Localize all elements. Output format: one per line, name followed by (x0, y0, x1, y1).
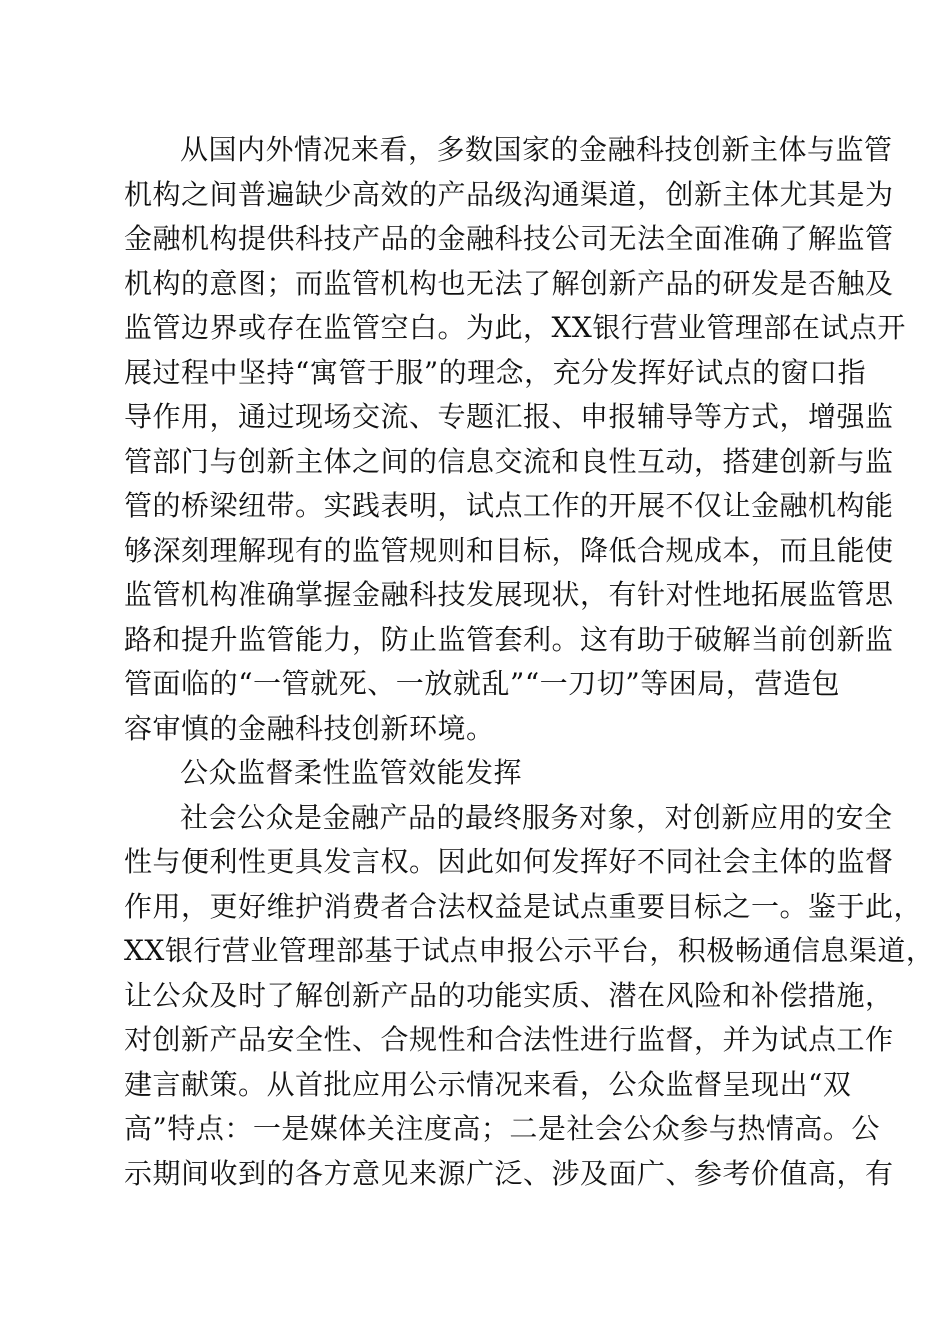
paragraph-1 (124, 128, 906, 751)
text-line: 管部门与创新主体之间的信息交流和良性互动，搭建创新与监 (124, 444, 894, 478)
text-line: 作用，更好维护消费者合法权益是试点重要目标之一。鉴于此， (124, 889, 923, 923)
text-line: 让公众及时了解创新产品的功能实质、潜在风险和补偿措施， (124, 978, 894, 1012)
section-heading (124, 751, 840, 796)
text-line: 监管机构准确掌握金融科技发展现状，有针对性地拓展监管思 (124, 578, 894, 611)
text-line: 高”特点：一是媒体关注度高；二是社会公众参与热情高。公 (124, 1112, 880, 1145)
text-line: 社会公众是金融产品的最终服务对象，对创新应用的安全 (180, 800, 893, 834)
text-line: 容审慎的金融科技创新环境。 (124, 711, 495, 745)
text-line: 展过程中坚持“寓管于服”的理念，充分发挥好试点的窗口指 (124, 355, 867, 389)
text-line: 对创新产品安全性、合规性和合法性进行监督，并为试点工作 (124, 1023, 894, 1056)
text-line: 示期间收到的各方意见来源广泛、涉及面广、参考价值高，有 (124, 1156, 894, 1190)
paragraph-2 (124, 796, 935, 1197)
text-line: 金融机构提供科技产品的金融科技公司无法全面准确了解监管 (124, 222, 894, 255)
text-line: XX银行营业管理部基于试点申报公示平台，积极畅通信息渠道， (124, 934, 935, 967)
heading-text: 公众监督柔性监管效能发挥 (180, 756, 523, 789)
text-line: 管面临的“一管就死、一放就乱”“一刀切”等困局，营造包 (124, 667, 840, 700)
text-line: 路和提升监管能力，防止监管套利。这有助于破解当前创新监 (124, 622, 894, 656)
text-line: 机构之间普遍缺少高效的产品级沟通渠道，创新主体尤其是为 (124, 177, 894, 211)
text-line: 够深刻理解现有的监管规则和目标，降低合规成本，而且能使 (124, 533, 894, 567)
text-line: 监管边界或存在监管空白。为此，XX银行营业管理部在试点开 (124, 311, 906, 344)
text-line: 导作用，通过现场交流、专题汇报、申报辅导等方式，增强监 (124, 400, 894, 433)
text-line: 机构的意图；而监管机构也无法了解创新产品的研发是否触及 (124, 266, 894, 300)
text-line: 建言献策。从首批应用公示情况来看，公众监督呈现出“双 (124, 1067, 852, 1101)
text-line: 管的桥梁纽带。实践表明，试点工作的开展不仅让金融机构能 (124, 489, 894, 522)
text-line: 从国内外情况来看，多数国家的金融科技创新主体与监管 (180, 133, 893, 166)
text-line: 性与便利性更具发言权。因此如何发挥好不同社会主体的监督 (124, 845, 894, 878)
document-page (124, 128, 935, 1196)
